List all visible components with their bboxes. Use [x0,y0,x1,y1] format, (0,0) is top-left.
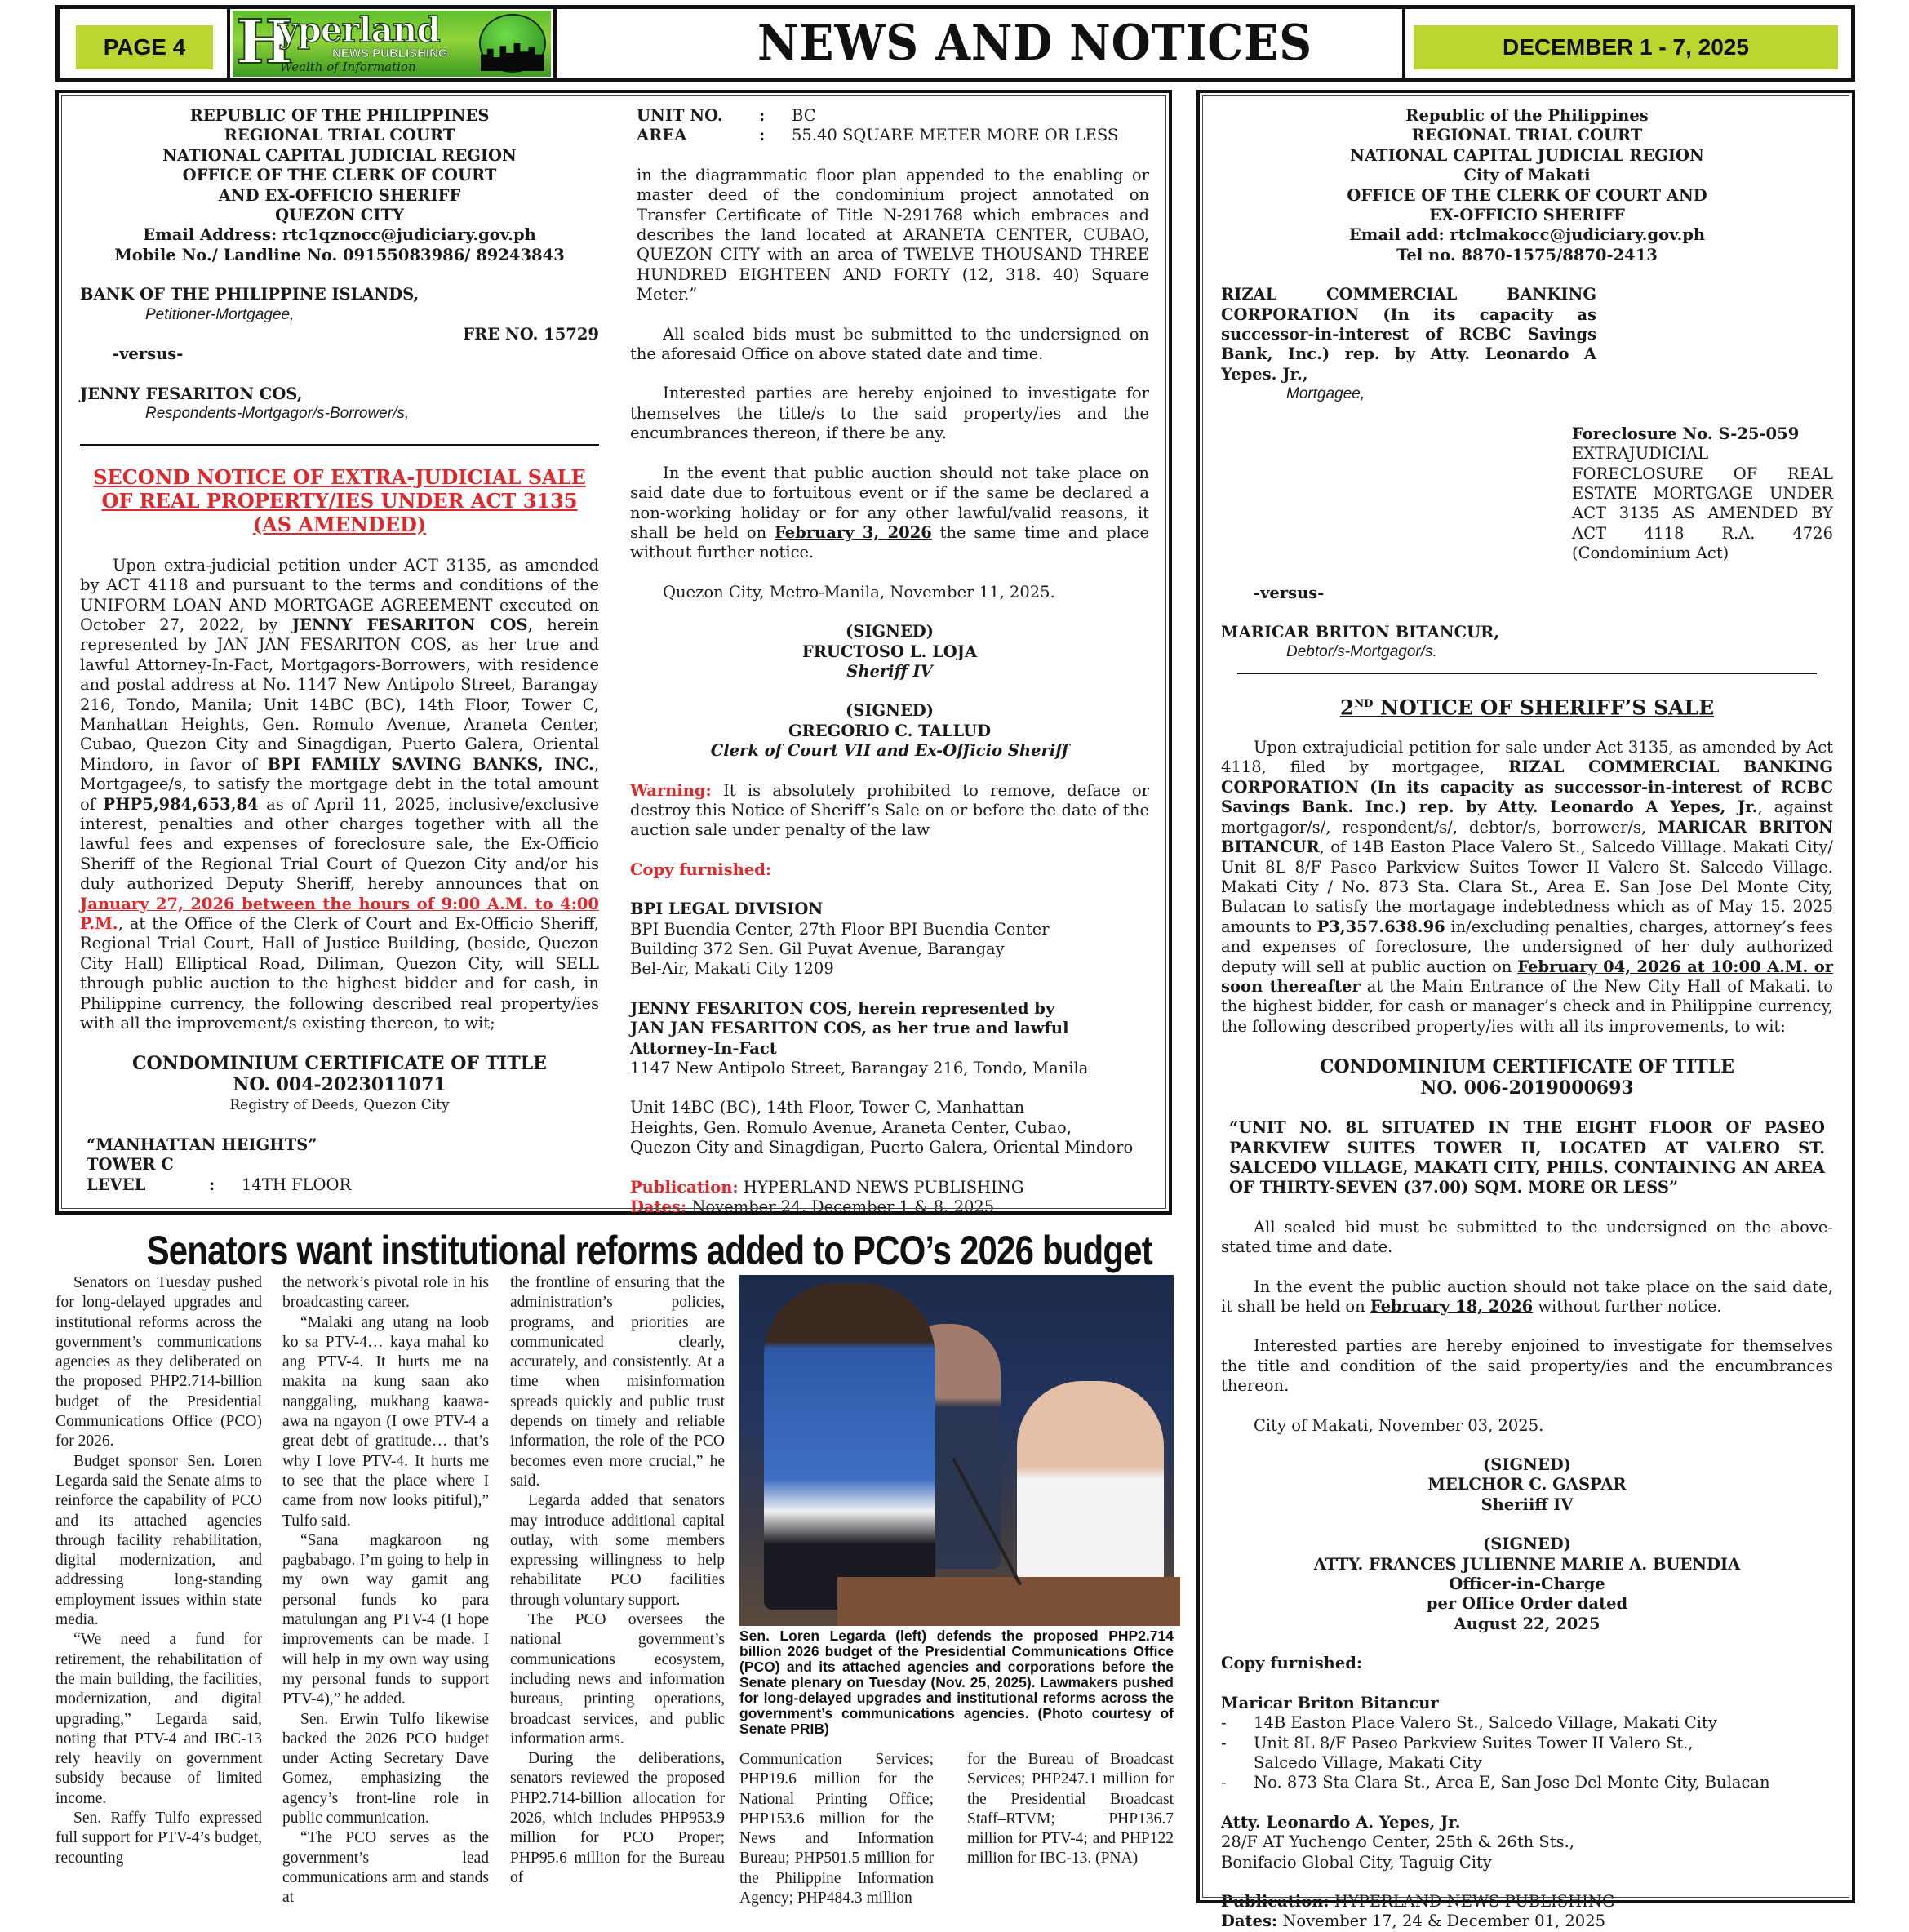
hyperland-logo [233,7,551,78]
article-paragraph: The PCO oversees the national government’s communications ecosystem, including news and information bureaus, printing operations, broadcast services, and public information arms. [510,1611,725,1748]
debt-amount: P3,357.638.96 [1316,917,1445,936]
article-headline: Senators want institutional reforms added to PCO’s 2026 budget [146,1228,1152,1273]
mortgagee-role: Mortgagee, [1286,385,1365,403]
cct-title: CONDOMINIUM CERTIFICATE OF TITLE [1320,1056,1734,1078]
copy-recipient: Maricar Briton Bitancur - 14B Easton Place Valero St., Salcedo Village, Makati City - Unit 8L 8/F Paseo Parkview Suites Tower II Valero St., Salcedo Village, Makati City - No. 873 Sta Clara St., Area E, San Jose Del Monte City, Bulacan [1221,1693,1770,1792]
place-and-date: Quezon City, Metro-Manila, November 11, 2025. [663,582,1055,602]
photo-caption: Sen. Loren Legarda (left) defends the proposed PHP2.714 billion 2026 budget of the Presidential Communications Office (PCO) and its attached agencies and corporations before the Senate plenary on Tuesday (Nov. 25, 2025). Lawmakers pushed for long-delayed upgrades and institutional reforms across the government’s communications agencies. (Photo courtesy of Senate PRIB) [739,1628,1174,1737]
article-column-5 [967,1750,1174,1869]
notice-title [80,465,599,536]
court-line: QUEZON CITY [275,206,404,225]
property-field: LEVEL : 14TH FLOOR [87,1175,352,1194]
court-phone: Mobile No./ Landline No. 09155083986/ 89243843 [114,245,565,264]
postponement-paragraph: In the event the public auction should not take place on the said date, it shall be held on February 18, 2026 without further notice. [1221,1277,1833,1317]
signatory-title: Clerk of Court VII and Ex-Officio Sheriff [710,741,1069,761]
place-and-date: City of Makati, November 03, 2025. [1254,1415,1544,1435]
notice-title-line: SECOND NOTICE OF EXTRA-JUDICIAL SALE [93,464,586,489]
page-number-badge: PAGE 4 [76,25,213,69]
postponement-paragraph: In the event that public auction should not take place on said date due to fortuitous event or if the same be declared a non-working holiday or for any other lawful/valid reasons, it shall be held on February 3, 2026 the same time and place without further notice. [630,463,1149,562]
copy-recipient: Atty. Leonardo A. Yepes, Jr. 28/F AT Yuchengo Center, 25th & 26th Sts., Bonifacio Global City, Taguig City [1221,1812,1575,1872]
court-email: Email add: rtclmakocc@judiciary.gov.ph [1348,225,1706,245]
court-line: NATIONAL CAPITAL JUDICIAL REGION [1350,145,1704,165]
divider [80,444,599,446]
article-photo [739,1275,1174,1626]
extra-address: Unit 14BC (BC), 14th Floor, Tower C, Manhattan Heights, Gen. Romulo Avenue, Araneta Center, Cubao, Quezon City and Sinagdigan, Puerto Galera, Oriental Mindoro [630,1098,1134,1157]
petitioner-role: Petitioner-Mortgagee, [145,305,295,323]
versus-label: -versus- [1254,583,1325,602]
versus-label: -versus- [113,344,184,364]
court-line: AND EX-OFFICIO SHERIFF [218,185,461,205]
debtor-name-inline: MARICAR BRITON BITANCUR [1221,817,1833,857]
court-email: Email Address: rtc1qznocc@judiciary.gov.ph [143,225,536,245]
court-header [1221,106,1833,265]
debt-amount: PHP5,984,653,84 [103,794,259,814]
case-description: EXTRAJUDICIAL FORECLOSURE OF REAL ESTATE MORTGAGE UNDER ACT 3135 AS AMENDED BY ACT 4118 R.A. 4726 (Condominium Act) [1572,444,1833,563]
court-phone: Tel no. 8870-1575/8870-2413 [1396,245,1658,264]
notice-quezon-city [55,90,1172,1215]
copy-recipient: JENNY FESARITON COS, herein represented by JAN JAN FESARITON COS, as her true and lawful Attorney-In-Fact 1147 New Antipolo Street, Barangay 216, Tondo, Manila [630,998,1089,1078]
article-paragraph: “Malaki ang utang na loob ko sa PTV-4… kaya mahal ko ang PTV-4. It hurts me na makita na kung saan ako nanggaling, mukhang kaawa-awa na ngayon (I owe PTV-4 a great debt of gratitude… that’s why I love PTV-4. It hurts me to see that the place where I came from now looks pitiful),” Tulfo said. [282,1313,489,1530]
alternate-auction-date: February 3, 2026 [774,522,932,542]
copy-furnished-label: Copy furnished: [630,859,772,879]
masthead [55,5,1855,82]
globe-city-icon [479,14,546,73]
article-paragraph: During the deliberations, senators reviewed the proposed PHP2.714-billion allocation for 2026, which includes PHP953.9 million for PCO Proper; PHP95.6 million for the Bureau of [510,1750,725,1886]
masthead-divider [1402,9,1405,78]
interested-parties-paragraph: Interested parties are hereby enjoined to investigate for themselves the title/s to the said property/ies and the encumbrances thereon, if there be any. [630,384,1149,443]
notice-title: 2ND NOTICE OF SHERIFF’S SALE [1339,695,1715,720]
publication-dates: Dates: November 17, 24 & December 01, 2025 [1221,1912,1606,1931]
debtor-role: Debtor/s-Mortgagor/s. [1286,643,1437,661]
property-name: “MANHATTAN HEIGHTS” [87,1135,317,1154]
signatory: (SIGNED) ATTY. FRANCES JULIENNE MARIE A. BUENDIA Officer-in-Charge per Office Order dated August 22, 2025 [1221,1534,1833,1634]
notice1-column-right [630,106,1149,1217]
borrower-name: JENNY FESARITON COS [291,615,528,634]
signatory: (SIGNED) FRUCTOSO L. LOJA Sheriff IV [630,622,1149,682]
property-field: AREA : 55.40 SQUARE METER MORE OR LESS [637,126,1119,145]
property-description: “UNIT NO. 8L SITUATED IN THE EIGHT FLOOR OF PASEO PARKVIEW SUITES TOWER II, LOCATED AT VALERO ST. SALCEDO VILLAGE, MAKATI CITY, PHILS. CONTAINING AN AREA OF THIRTY-SEVEN (37.00) SQM. MORE OR LESS” [1229,1118,1825,1197]
signatory-title: Sheriff IV [846,661,933,681]
signatory: (SIGNED) GREGORIO C. TALLUD Clerk of Court VII and Ex-Officio Sheriff [630,701,1149,761]
article-paragraph: “We need a fund for retirement, the rehabilitation of the main building, the facilities, modernization, and digital upgrading,” Legarda said, noting that PTV-4 and IBC-13 rely heavily on government subsidy because of limited income. [55,1631,262,1807]
article-paragraph: Sen. Erwin Tulfo likewise backed the 2026 PCO budget under Acting Secretary Dave Gomez, emphasizing the agency’s front-line role in public communication. [282,1710,489,1828]
article-paragraph: Legarda added that senators may introduce additional capital outlay, with some members expressing willingness to help rehabilitate PCO facilities through voluntary support. [510,1492,725,1609]
notice-body-paragraph: Upon extra-judicial petition under ACT 3135, as amended by ACT 4118 and pursuant to the terms and conditions of the UNIFORM LOAN AND MORTGAGE AGREEMENT executed on October 27, 2022, by JENNY FESARITON COS, herein represented by JAN JAN FESARITON COS, as her true and lawful Attorney-In-Fact, Mortgagors-Borrowers, with residence and postal address at No. 1147 New Antipolo Street, Barangay 216, Tondo, Manila; Unit 14BC (BC), 14th Floor, Tower C, Manhattan Heights, Gen. Romulo Avenue, Araneta Center, Cubao, Quezon City and Sinagdigan, Puerto Galera, Oriental Mindoro, in favor of BPI FAMILY SAVING BANKS, INC., Mortgagee/s, to satisfy the mortgage debt in the total amount of PHP5,984,653,84 as of April 11, 2025, inclusive/exclusive interest, penalties and other charges together with all the lawful fees and expenses of foreclosure sale, the Ex-Officio Sheriff of the Regional Trial Court of Quezon City and/or his duly authorized Deputy Sheriff, hereby announces that on January 27, 2026 between the hours of 9:00 A.M. to 4:00 P.M., at the Office of the Clerk of Court and Ex-Officio Sheriff, Regional Trial Court, Hall of Justice Building, (beside, Quezon City Hall) Elliptical Road, Diliman, Quezon City, will SELL through public auction to the highest bidder and for cash, in Philippine currency, the following described real property/ies with all the improvement/s existing thereon, to wit; [80,555,600,1033]
photo-figure [764,1283,935,1610]
sealed-bids-paragraph: All sealed bids must be submitted to the undersigned on the aforesaid Office on above stated date and time. [630,324,1149,364]
sealed-bids-paragraph: All sealed bid must be submitted to the undersigned on the above-stated time and date. [1221,1217,1833,1257]
registry: Registry of Deeds, Quezon City [229,1097,450,1114]
publication-dates: Dates: November 24, December 1 & 8, 2025 [630,1197,995,1217]
logo-initial: H [236,7,293,78]
notice-title-line: OF REAL PROPERTY/IES UNDER ACT 3135 [101,488,578,513]
court-line: REPUBLIC OF THE PHILIPPINES [189,106,490,125]
section-title: NEWS AND NOTICES [757,15,1312,72]
court-line: City of Makati [1463,166,1591,185]
mortgagee-bank: BPI FAMILY SAVING BANKS, INC. [267,754,594,774]
signatory-title: Sheriiff IV [1481,1495,1574,1514]
article-paragraph: “The PCO serves as the government’s lead communications arm and stands at [282,1829,489,1907]
court-header [80,106,599,265]
article-paragraph: the frontline of ensuring that the administration’s policies, programs, and priorities are communicated clearly, accurately, and consistently. At a time when misinformation spreads quickly and public trust depends on timely and reliable information, the role of the PCO becomes even more crucial,” he said. [510,1274,725,1490]
cct-number: NO. 004-2023011071 [233,1074,446,1096]
court-line: NATIONAL CAPITAL JUDICIAL REGION [162,145,517,165]
court-line: REGIONAL TRIAL COURT [224,126,455,145]
signatory-name: GREGORIO C. TALLUD [788,721,992,740]
article-paragraph: Sen. Raffy Tulfo expressed full support for PTV-4’s budget, recounting [55,1810,262,1867]
court-line: Republic of the Philippines [1405,106,1649,125]
masthead-divider [227,9,230,78]
article-column-3 [510,1273,725,1888]
issue-date-badge: DECEMBER 1 - 7, 2025 [1414,25,1838,69]
signatory-name: ATTY. FRANCES JULIENNE MARIE A. BUENDIA [1313,1554,1741,1574]
divider [1237,673,1817,674]
masthead-divider [553,9,557,78]
petitioner-name: BANK OF THE PHILIPPINE ISLANDS, [80,285,420,304]
respondent-role: Respondents-Mortgagor/s-Borrower/s, [145,405,410,423]
court-line: OFFICE OF THE CLERK OF COURT [182,166,497,185]
mortgagee-bank: RIZAL COMMERCIAL BANKING CORPORATION (In its capacity as successor-in-interest of RCBC Savings Bank. Inc.) rep. by Atty. Leonardo A Yepes, Jr. [1221,757,1833,817]
interested-parties-paragraph: Interested parties are hereby enjoined to investigate for themselves the title and condition of the said property/ies and the encumbrances thereon. [1221,1336,1833,1396]
article-paragraph: Communication Services; PHP19.6 million for the National Printing Office; PHP153.6 million for the News and Information Bureau; PHP501.5 million for the Philippine Information Agency; PHP484.3 million [739,1751,934,1908]
auction-date: January 27, 2026 between the hours of 9:00 A.M. to 4:00 P.M. [80,894,599,933]
signatory-title: Officer-in-Charge [1449,1574,1605,1594]
article-column-2 [282,1273,489,1908]
article-paragraph: Budget sponsor Sen. Loren Legarda said the Senate aims to reinforce the capability of PCO and its attached agencies through facility rehabilitation, digital modernization, and addressing long-standing employment issues within state media. [55,1452,262,1629]
publication-line: Publication: HYPERLAND NEWS PUBLISHING [630,1177,1024,1197]
logo-wordmark: yperland [278,10,440,50]
warning-label: Warning: [630,780,712,800]
notice1-column-left [80,106,599,1195]
cct-title: CONDOMINIUM CERTIFICATE OF TITLE [132,1053,547,1075]
property-tower: TOWER C [87,1155,174,1175]
logo-tagline: Wealth of Information [280,60,416,74]
notice-title-line: (AS AMENDED) [252,512,427,536]
article-paragraph: “Sana magkaroon ng pagbabago. I’m going to help in my own way gamit ang personal funds ko para matulungan ang PTV-4 (I hope improvements can be made. I will help in my own way using my personal funds to support PTV-4),” he added. [282,1531,489,1708]
signatory-name: FRUCTOSO L. LOJA [801,642,978,661]
cct-number: NO. 006-2019000693 [1420,1077,1634,1099]
auction-date: February 04, 2026 at 10:00 A.M. or soon thereafter [1221,957,1833,996]
alternate-auction-date: February 18, 2026 [1370,1297,1534,1317]
respondent-name: JENNY FESARITON COS, [80,384,303,403]
notice-makati [1196,90,1855,1931]
copy-furnished-label: Copy furnished: [1221,1654,1363,1673]
warning-paragraph: Warning: It is absolutely prohibited to remove, deface or destroy this Notice of Sheriff’s Sale on or before the date of the auction sale under penalty of the law [630,780,1149,840]
notice-body-paragraph: Upon extrajudicial petition for sale under Act 3135, as amended by Act 4118, filed by mortgagee, RIZAL COMMERCIAL BANKING CORPORATION (In its capacity as successor-in-interest of RCBC Savings Bank. Inc.) rep. by Atty. Leonardo A Yepes, Jr., against mortgagor/s/, respondent/s/, debtor/s, borrower/s, MARICAR BRITON BITANCUR, of 14B Easton Place Valero St., Salcedo Villlage. Makati City/ Unit 8L 8/F Paseo Parkview Suites Tower II Valero St. Salcedo Village. Makati City / No. 873 Sta. Clara St., Area E. San Jose Del Monte City, Bulacan to satisfy the mortagage indebtedness which as of May 15. 2025 amounts to P3,357.638.96 in/excluding penalties, charges, attorney’s fees and expenses of foreclosure, the undersigned of her duly authorized deputy will sell at public auction on February 04, 2026 at 10:00 A.M. or soon thereafter at the Main Entrance of the New City Hall of Makati. to the highest bidder, for cash or manager’s check and in Philippine currency, the following described property/ies with all its improvements, to wit: [1221,738,1834,1036]
case-number: Foreclosure No. S-25-059 [1572,424,1800,443]
debtor-name: MARICAR BRITON BITANCUR, [1221,622,1500,642]
property-description: in the diagrammatic floor plan appended to the enabling or master deed of the condominium project annotated on Transfer Certificate of Title N-291768 which embraces and describes the land located at ARANETA CENTER, CUBAO, QUEZON CITY with an area of TWELVE THOUSAND THREE HUNDRED EIGHTEEN AND FORTY (12, 318. 40) Square Meter.” [637,165,1149,304]
court-line: OFFICE OF THE CLERK OF COURT AND [1347,185,1707,205]
signatory: (SIGNED) MELCHOR C. GASPAR Sheriiff IV [1221,1455,1833,1515]
publication-line: Publication: HYPERLAND NEWS PUBLISHING [1221,1891,1615,1911]
article-column-1 [55,1273,262,1868]
article-column-4 [739,1750,934,1908]
article-paragraph: Senators on Tuesday pushed for long-delayed upgrades and institutional reforms across the government’s communications agencies as they deliberated on the proposed PHP2.714-billion budget of the Presidential Communications Office (PCO) for 2026. [55,1274,262,1450]
notice2-column [1221,106,1833,1932]
photo-desk [837,1577,1180,1626]
copy-recipient: BPI LEGAL DIVISION BPI Buendia Center, 27th Floor BPI Buendia Center Building 372 Sen. Gil Puyat Avenue, Barangay Bel-Air, Makati City 1209 [630,899,1050,979]
case-number: FRE NO. 15729 [463,325,599,344]
article-paragraph: for the Bureau of Broadcast Services; PHP247.1 million for the Presidential Broadcast Staff–RTVM; PHP136.7 million for PTV-4; and PHP122 million for IBC-13. (PNA) [967,1751,1174,1868]
signatory-name: MELCHOR C. GASPAR [1427,1475,1627,1495]
mortgagee-name: RIZAL COMMERCIAL BANKING CORPORATION (In its capacity as successor-in-interest of RCBC Savings Bank, Inc.) rep. by Atty. Leonardo A Yepes. Jr., [1221,285,1596,384]
article-paragraph: the network’s pivotal role in his broadcasting career. [282,1274,489,1312]
logo-subtitle: NEWS PUBLISHING [332,47,448,60]
property-field: UNIT NO. : BC [637,106,816,125]
court-line: EX-OFFICIO SHERIFF [1429,206,1625,225]
case-info [1572,424,1833,564]
court-line: REGIONAL TRIAL COURT [1411,126,1643,145]
